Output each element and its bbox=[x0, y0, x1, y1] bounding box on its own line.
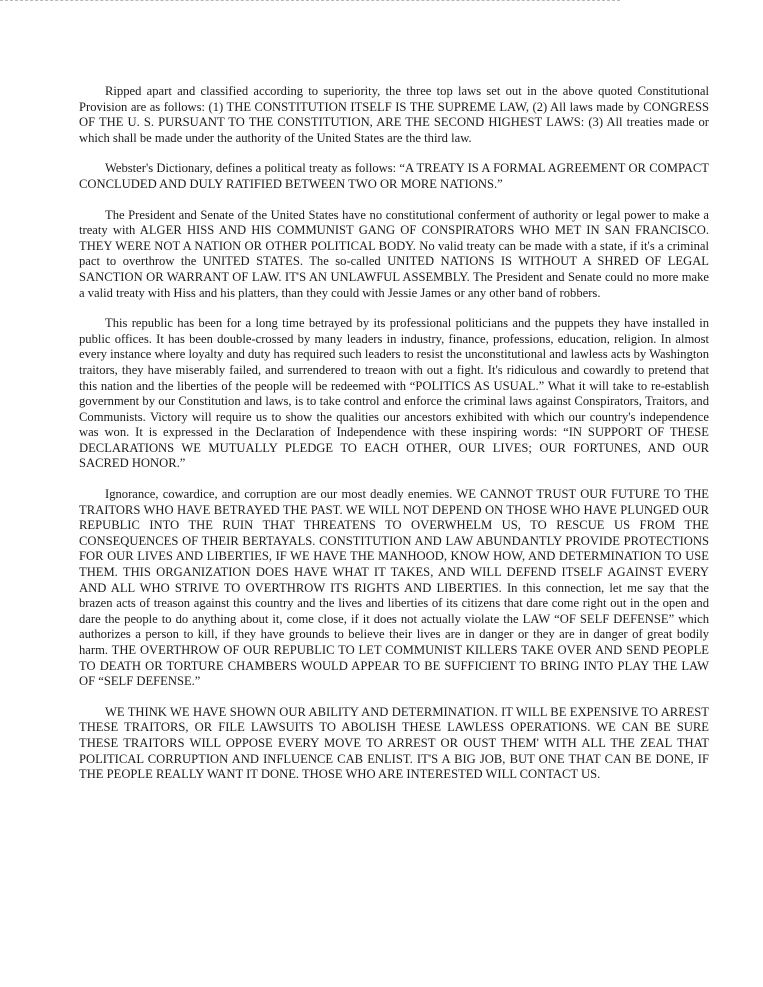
document-page bbox=[79, 84, 709, 798]
paragraph-treaty-authority: The President and Senate of the United States have no constitutional conferment of authority or legal power to make a treaty with ALGER HISS AND HIS COMMUNIST GANG OF CONSPIRATORS WHO MET IN SAN FRANCISCO. THEY WERE NOT A NATION OR OTHER POLITICAL BODY. No valid treaty can be made with a state, if it's a criminal pact to overthrow the UNITED STATES. The so-called UNITED NATIONS IS WITHOUT A SHRED OF LEGAL SANCTION OR WARRANT OF LAW. IT'S AN UNLAWFUL ASSEMBLY. The President and Senate could no more make a valid treaty with Hiss and his platters, than they could with Jessie James or any other band of robbers. bbox=[79, 207, 709, 300]
page-top-edge bbox=[0, 0, 620, 1]
paragraph-republic-betrayed: This republic has been for a long time betrayed by its professional politicians and the puppets they have installed in public offices. It has been double-crossed by many leaders in industry, finance, professions, education, religion. In almost every instance where loyalty and duty has required such leaders to resist the unconstitutional and lawless acts by Washington traitors, they have miserably failed, and surrendered to treaon with out a fight. It's ridiculous and cowardly to pretend that this nation and the liberties of the people will be redeemed with “POLITICS AS USUAL.” What it will take to re-establish government by our Constitution and laws, is to take control and enforce the criminal laws against Conspirators, Traitors, and Communists. Victory will require us to show the qualities our ancestors exhibited with which our country's independence was won. It is expressed in the Declaration of Independence with these inspiring words: “IN SUPPORT OF THESE DECLARATIONS WE MUTUALLY PLEDGE TO EACH OTHER, OUR LIVES; OUR FORTUNES, AND OUR SACRED HONOR.” bbox=[79, 316, 709, 471]
paragraph-closing: WE THINK WE HAVE SHOWN OUR ABILITY AND DETERMINATION. IT WILL BE EXPENSIVE TO ARREST THESE TRAITORS, OR FILE LAWSUITS TO ABOLISH THESE LAWLESS OPERATIONS. WE CAN BE SURE THESE TRAITORS WILL OPPOSE EVERY MOVE TO ARREST OR OUST THEM' WITH ALL THE ZEAL THAT POLITICAL CORRUPTION AND INFLUENCE CAB ENLIST. IT'S A BIG JOB, BUT ONE THAT CAN BE DONE, IF THE PEOPLE REALLY WANT IT DONE. THOSE WHO ARE INTERESTED WILL CONTACT US. bbox=[79, 704, 709, 782]
paragraph-deadly-enemies: Ignorance, cowardice, and corruption are our most deadly enemies. WE CANNOT TRUST OUR FUTURE TO THE TRAITORS WHO HAVE BETRAYED THE PAST. WE WILL NOT DEPEND ON THOSE WHO HAVE PLUNGED OUR REPUBLIC INTO THE RUIN THAT THREATENS TO OVERWHELM US, TO RESCUE US FROM THE CONSEQUENCES OF THEIR BERTAYALS. CONSTITUTION AND LAW ABUNDANTLY PROVIDE PROTECTIONS FOR OUR LIVES AND LIBERTIES, IF WE HAVE THE MANHOOD, KNOW HOW, AND DETERMINATION TO USE THEM. THIS ORGANIZATION DOES HAVE WHAT IT TAKES, AND WILL DEFEND ITSELF AGAINST EVERY AND ALL WHO STRIVE TO OVERTHROW ITS RIGHTS AND LIBERTIES. In this connection, let me say that the brazen acts of treason against this country and the lives and liberties of its citizens that dare come right out in the open and dare the people to do anything about it, come close, if it does not actually violate the LAW “OF SELF DEFENSE” which authorizes a person to kill, if they have grounds to believe their lives are in danger or they are in danger of great bodily harm. THE OVERTHROW OF OUR REPUBLIC TO LET COMMUNIST KILLERS TAKE OVER AND SEND PEOPLE TO DEATH OR TORTURE CHAMBERS WOULD APPEAR TO BE SUFFICIENT TO BRING INTO PLAY THE LAW OF “SELF DEFENSE.” bbox=[79, 487, 709, 689]
paragraph-classification-of-laws: Ripped apart and classified according to superiority, the three top laws set out in the above quoted Constitutional Provision are as follows: (1) THE CONSTITUTION ITSELF IS THE SUPREME LAW, (2) All laws made by CONGRESS OF THE U. S. PURSUANT TO THE CONSTITUTION, ARE THE SECOND HIGHEST LAWS: (3) All treaties made or which shall be made under the authority of the United States are the third law. bbox=[79, 84, 709, 145]
paragraph-treaty-definition: Webster's Dictionary, defines a political treaty as follows: “A TREATY IS A FORMAL AGREEMENT OR COMPACT CONCLUDED AND DULY RATIFIED BETWEEN TWO OR MORE NATIONS.” bbox=[79, 161, 709, 191]
